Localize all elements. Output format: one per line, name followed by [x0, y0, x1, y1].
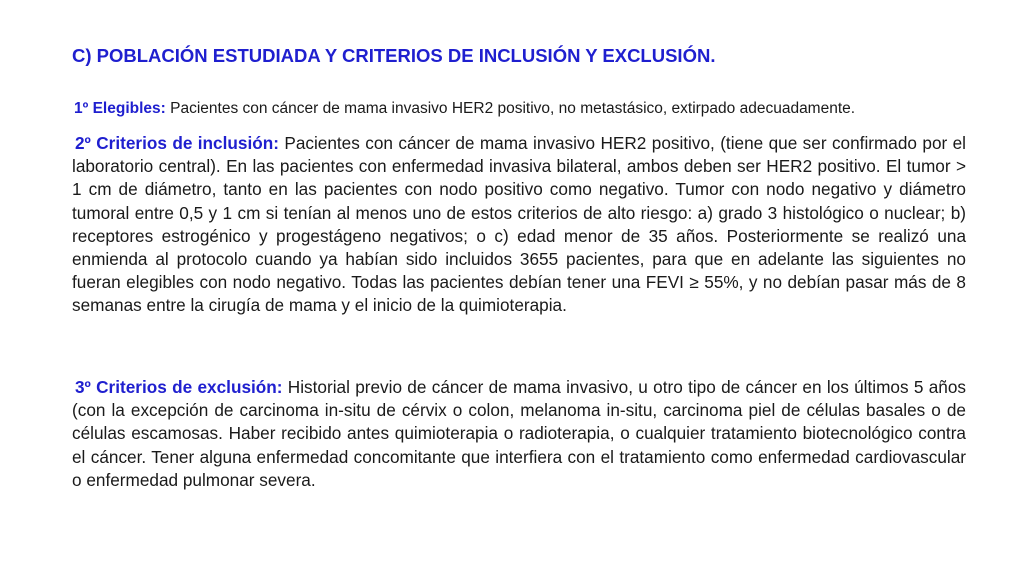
elegibles-paragraph: [74, 98, 974, 120]
exclusion-criteria-paragraph: [72, 376, 966, 492]
inclusion-criteria-paragraph: [72, 132, 966, 318]
elegibles-label: 1º Elegibles:: [74, 100, 166, 117]
inclusion-criteria-label: 2º Criterios de inclusión:: [75, 133, 279, 153]
inclusion-criteria-text: Pacientes con cáncer de mama invasivo HER2 positivo, (tiene que ser confirmado por el laboratorio central). En las pacientes con enfermedad invasiva bilateral, ambos deben ser HER2 positivo. El tumor > 1 cm de diámetro, tanto en las pacientes con nodo positivo como negativo. Tumor con nodo negativo y diámetro tumoral entre 0,5 y 1 cm si tenían al menos uno de estos criterios de alto riesgo: a) grado 3 histológico o nuclear; b) receptores estrogénico y progestágeno negativos; o c) edad menor de 35 años. Posteriormente se realizó una enmienda al protocolo cuando ya habían sido incluidos 3655 pacientes, para que en adelante las siguientes no fueran elegibles con nodo negativo. Todas las pacientes debían tener una FEVI ≥ 55%, y no debían pasar más de 8 semanas entre la cirugía de mama y el inicio de la quimioterapia.: [72, 133, 967, 316]
slide-title: C) POBLACIÓN ESTUDIADA Y CRITERIOS DE INCLUSIÓN Y EXCLUSIÓN.: [72, 45, 716, 66]
elegibles-text: Pacientes con cáncer de mama invasivo HER2 positivo, no metastásico, extirpado adecuadamente.: [165, 100, 856, 117]
exclusion-criteria-text: Historial previo de cáncer de mama invasivo, u otro tipo de cáncer en los últimos 5 años (con la excepción de carcinoma in-situ de cérvix o colon, melanoma in-situ, carcinoma piel de células basales o de células escamosas. Haber recibido antes quimioterapia o radioterapia, o cualquier tratamiento biotecnológico contra el cáncer. Tener alguna enfermedad concomitante que interfiera con el tratamiento como enfermedad cardiovascular o enfermedad pulmonar severa.: [72, 377, 966, 490]
exclusion-criteria-label: 3º Criterios de exclusión:: [75, 377, 283, 397]
